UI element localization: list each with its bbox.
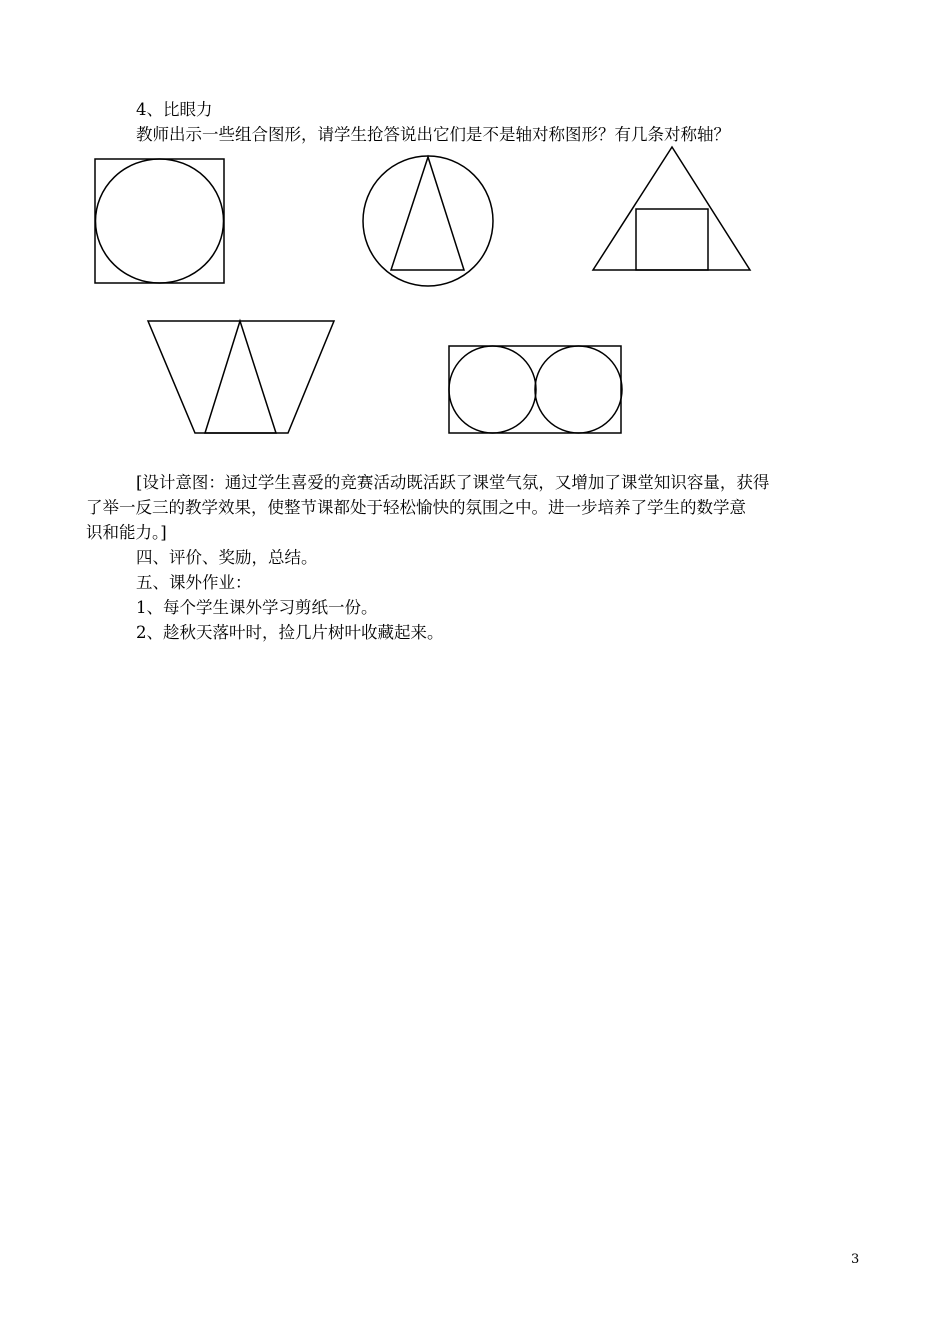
trapezoid-with-triangle (148, 321, 334, 433)
step-4-text: 四、评价、奖励，总结。 (136, 548, 318, 567)
page-number: 3 (851, 1252, 860, 1267)
homework-item-1: 1、每个学生课外学习剪纸一份。 (136, 598, 378, 617)
homework-item-2: 2、趁秋天落叶时，捡几片树叶收藏起来。 (136, 623, 444, 642)
rectangle-with-two-circles (449, 346, 622, 433)
intro-text: 教师出示一些组合图形，请学生抢答说出它们是不是轴对称图形？有几条对称轴？ (136, 125, 730, 144)
design-intent-line-1: [设计意图：通过学生喜爱的竞赛活动既活跃了课堂气氛，又增加了课堂知识容量，获得 (136, 473, 770, 492)
design-intent-line-3: 识和能力。] (86, 523, 167, 542)
section-heading: 4、比眼力 (136, 100, 213, 119)
figures-diagram (0, 0, 950, 450)
design-intent-line-2: 了举一反三的教学效果，使整节课都处于轻松愉快的氛围之中。进一步培养了学生的数学意 (86, 498, 746, 517)
circle-with-inscribed-triangle (363, 156, 493, 286)
square-with-inscribed-circle (95, 159, 224, 283)
triangle-with-inscribed-square (593, 147, 750, 270)
step-5-heading: 五、课外作业： (136, 573, 252, 592)
